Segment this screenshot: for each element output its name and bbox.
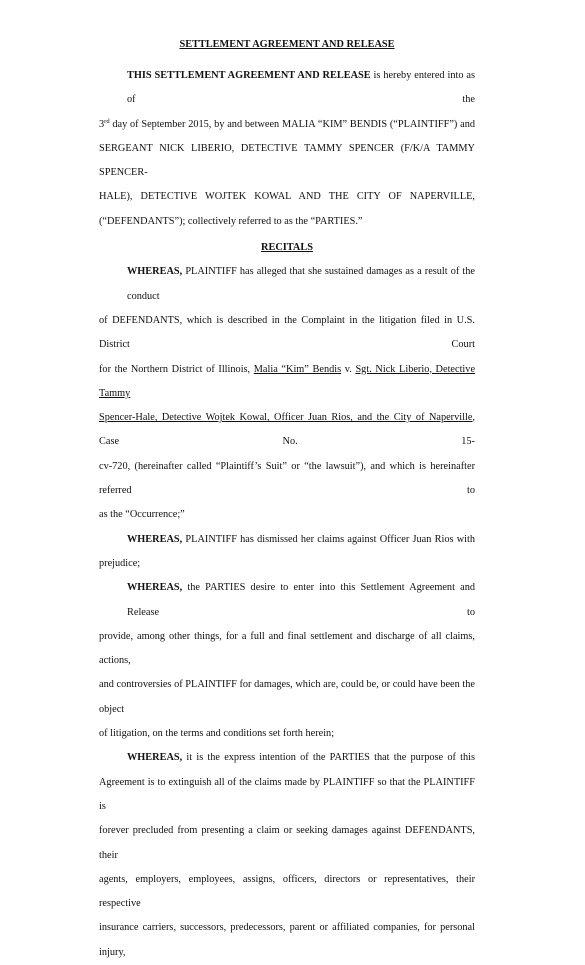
recital-3-lead: WHEREAS, [127,582,183,594]
intro-line-2 [99,113,475,137]
recital-2-line-1-text: PLAINTIFF has dismissed her claims against Officer Juan Rios with [182,533,475,545]
recital-4-line-3: forever precluded from presenting a claim or seeking damages against DEFENDANTS, their [99,825,475,861]
document-title: SETTLEMENT AGREEMENT AND RELEASE [179,39,395,50]
recital-1-line-4 [99,406,475,455]
recital-3-line-1-text: the PARTIES desire to enter into this Settlement Agreement and Release to [127,582,475,618]
recital-2 [99,528,475,577]
recital-4-line-5: insurance carriers, successors, predecessors, parent or affiliated companies, for personal injury, [99,922,475,958]
intro-day-suffix: rd [104,117,110,125]
recital-4-line-1-text: it is the express intention of the PARTIES that the purpose of this [182,752,475,764]
recital-3-line-4: of litigation, on the terms and conditions set forth herein; [99,728,335,740]
intro-line-3: SERGEANT NICK LIBERIO, DETECTIVE TAMMY SPENCER (F/K/A TAMMY SPENCER- [99,142,475,179]
recital-3-line-1 [99,576,475,625]
document-body [99,38,475,965]
intro-line-1 [99,64,475,113]
intro-line-5: (“DEFENDANTS”); collectively referred to as the “PARTIES.” [99,215,363,227]
intro-line-1-text: is hereby entered into as of the [127,70,475,106]
recital-1-line-1 [99,260,475,309]
case-plaintiff-name: Malia “Kim” Bendis [253,363,342,375]
recital-1-line-5: cv-720, (hereinafter called “Plaintiff’s Suit” or “the lawsuit”), and which is hereinafter referred to [99,460,475,497]
case-defendants-part-1: Sgt. Nick Liberio, Detective Tammy [99,363,476,399]
recital-1-lead: WHEREAS, [127,266,183,278]
recital-2-lead: WHEREAS, [127,533,183,545]
recital-2-line-1 [99,528,475,552]
recital-1-line-3-pre: for the Northern District of Illinois, [99,363,254,375]
case-number: , Case No. 15- [99,412,475,448]
recital-4-line-2: Agreement is to extinguish all of the claims made by PLAINTIFF so that the PLAINTIFF is [99,776,475,812]
recital-4-lead: WHEREAS, [127,752,183,764]
intro-lead: THIS SETTLEMENT AGREEMENT AND RELEASE [127,70,371,81]
case-versus: v. [341,363,356,375]
recital-1 [99,260,475,527]
intro-line-4: HALE), DETECTIVE WOJTEK KOWAL AND THE CITY OF NAPERVILLE, [99,191,475,203]
recital-4-line-1 [99,746,475,770]
recital-2-line-2: prejudice; [99,557,141,569]
recitals-heading: RECITALS [261,242,313,254]
recital-1-line-2: of DEFENDANTS, which is described in the Complaint in the litigation filed in U.S. District Court [99,314,475,351]
recital-4-line-4: agents, employers, employees, assigns, officers, directors or representatives, their respective [99,873,475,910]
intro-line-2-text: day of September 2015, by and between MALIA “KIM” BENDIS (“PLAINTIFF”) and [109,118,475,130]
recital-1-line-3 [99,358,475,407]
recital-4 [99,746,475,965]
recital-3-line-3: and controversies of PLAINTIFF for damages, which are, could be, or could have been the object [99,679,475,715]
recital-1-line-1-text: PLAINTIFF has alleged that she sustained damages as a result of the conduct [127,266,475,302]
recital-3 [99,576,475,746]
case-defendants-part-2: Spencer-Hale, Detective Wojtek Kowal, Officer Juan Rios, and the City of Naperville [99,412,473,424]
recital-3-line-2: provide, among other things, for a full and final settlement and discharge of all claims, actions, [99,630,475,667]
intro-paragraph [99,64,475,234]
intro-day: 3 [99,118,105,130]
recital-1-line-6: as the “Occurrence;” [99,509,185,521]
